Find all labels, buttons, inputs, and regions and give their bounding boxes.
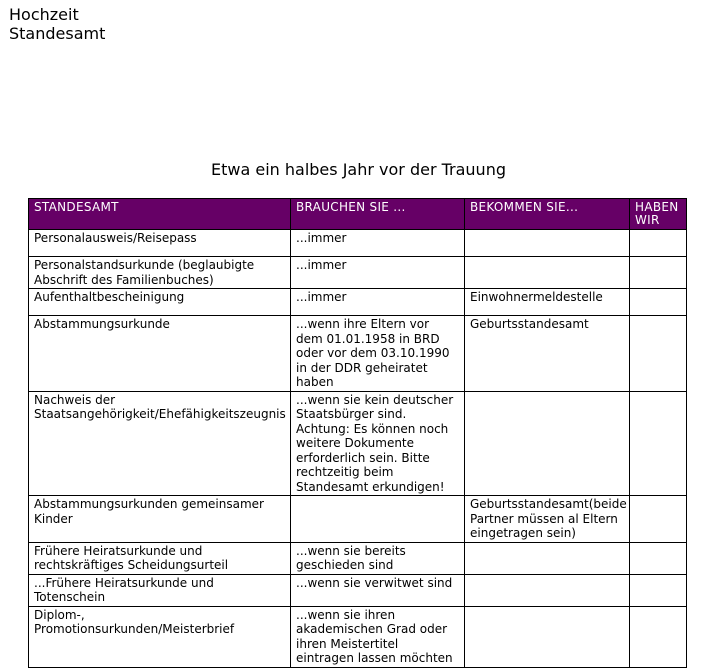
table-row (29, 574, 687, 606)
documents-table (28, 198, 687, 668)
table-row (29, 316, 687, 392)
condition-cell: ...wenn ihre Eltern vor dem 01.01.1958 in BRD oder vor dem 03.10.1990 in der DDR geheiratet haben (291, 316, 465, 392)
column-header-standesamt: STANDESAMT (29, 199, 291, 230)
source-cell: Geburtsstandesamt (465, 316, 630, 392)
condition-cell: ...immer (291, 289, 465, 316)
source-cell (465, 574, 630, 606)
document-cell: Personalausweis/Reisepass (29, 230, 291, 257)
table-row (29, 230, 687, 257)
document-cell: Frühere Heiratsurkunde und rechtskräftiges Scheidungsurteil (29, 542, 291, 574)
source-cell (465, 257, 630, 289)
status-cell (630, 606, 687, 667)
source-cell: Einwohnermeldestelle (465, 289, 630, 316)
document-cell: Abstammungsurkunde (29, 316, 291, 392)
document-cell: ...Frühere Heiratsurkunde und Totenschein (29, 574, 291, 606)
status-cell (630, 574, 687, 606)
document-title (9, 5, 105, 43)
source-cell (465, 542, 630, 574)
table-row (29, 289, 687, 316)
title-line-1: Hochzeit (9, 5, 79, 24)
column-header-haben-wir: HABEN WIR (630, 199, 687, 230)
status-cell (630, 289, 687, 316)
source-cell: Geburtsstandesamt(beide Partner müssen al Eltern eingetragen sein) (465, 496, 630, 543)
condition-cell: ...immer (291, 257, 465, 289)
table-header-row (29, 199, 687, 230)
source-cell (465, 606, 630, 667)
section-title: Etwa ein halbes Jahr vor der Trauung (211, 160, 506, 179)
table-row (29, 257, 687, 289)
status-cell (630, 496, 687, 543)
document-cell: Abstammungsurkunden gemeinsamer Kinder (29, 496, 291, 543)
status-cell (630, 230, 687, 257)
status-cell (630, 391, 687, 496)
document-cell: Diplom-, Promotionsurkunden/Meisterbrief (29, 606, 291, 667)
status-cell (630, 257, 687, 289)
table-row (29, 391, 687, 496)
condition-cell: ...wenn sie verwitwet sind (291, 574, 465, 606)
document-cell: Nachweis der Staatsangehörigkeit/Ehefähigkeitszeugnis (29, 391, 291, 496)
condition-cell: ...immer (291, 230, 465, 257)
column-header-bekommen: BEKOMMEN SIE... (465, 199, 630, 230)
condition-cell: ...wenn sie kein deutscher Staatsbürger sind. Achtung: Es können noch weitere Dokumente erforderlich sein. Bitte rechtzeitig beim Standesamt erkundigen! (291, 391, 465, 496)
source-cell (465, 391, 630, 496)
table-row (29, 542, 687, 574)
status-cell (630, 542, 687, 574)
document-cell: Aufenthaltbescheinigung (29, 289, 291, 316)
table-row (29, 606, 687, 667)
status-cell (630, 316, 687, 392)
table-row (29, 496, 687, 543)
condition-cell (291, 496, 465, 543)
document-cell: Personalstandsurkunde (beglaubigte Abschrift des Familienbuches) (29, 257, 291, 289)
source-cell (465, 230, 630, 257)
condition-cell: ...wenn sie ihren akademischen Grad oder ihren Meistertitel eintragen lassen möchten (291, 606, 465, 667)
condition-cell: ...wenn sie bereits geschieden sind (291, 542, 465, 574)
column-header-brauchen: BRAUCHEN SIE ... (291, 199, 465, 230)
title-line-2: Standesamt (9, 24, 106, 43)
